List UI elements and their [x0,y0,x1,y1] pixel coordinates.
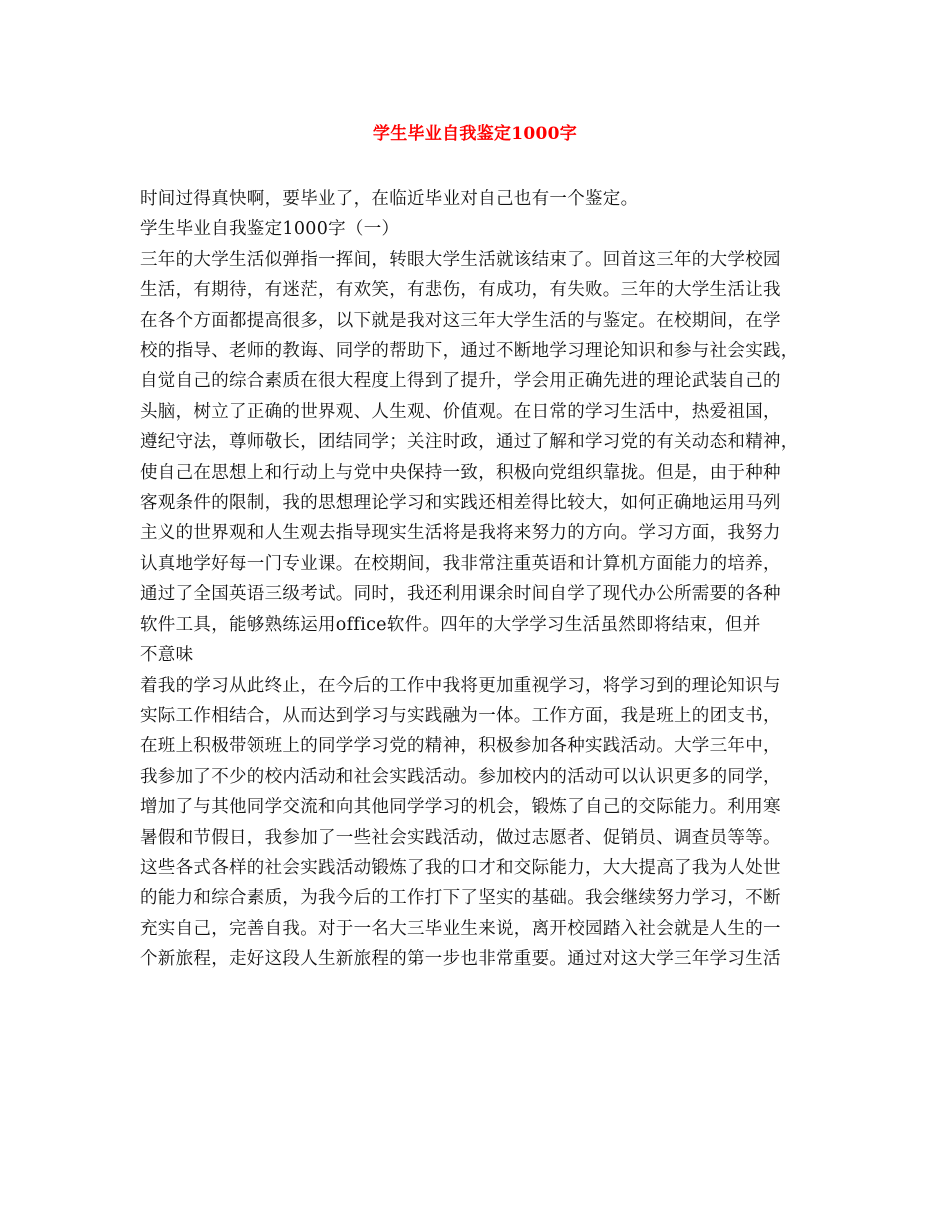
body-line: 的能力和综合素质，为我今后的工作打下了坚实的基础。我会继续努力学习，不断 [140,888,781,909]
body-line: 认真地学好每一门专业课。在校期间，我非常注重英语和计算机方面能力的培养， [140,553,781,574]
body-line: 在班上积极带领班上的同学学习党的精神，积极参加各种实践活动。大学三年中， [140,736,781,757]
body-line: 生活，有期待，有迷茫，有欢笑，有悲伤，有成功，有失败。三年的大学生活让我 [140,280,781,301]
body-line: 充实自己，完善自我。对于一名大三毕业生来说，离开校园踏入社会就是人生的一 [140,918,781,939]
body-line: 学生毕业自我鉴定1000字（一） [140,219,400,240]
body-line: 自觉自己的综合素质在很大程度上得到了提升，学会用正确先进的理论武装自己的 [140,371,781,392]
body-line: 实际工作相结合，从而达到学习与实践融为一体。工作方面，我是班上的团支书， [140,705,781,726]
body-line: 增加了与其他同学交流和向其他同学学习的机会，锻炼了自己的交际能力。利用寒 [140,797,781,818]
body-line: 这些各式各样的社会实践活动锻炼了我的口才和交际能力，大大提高了我为人处世 [140,857,781,878]
body-line: 我参加了不少的校内活动和社会实践活动。参加校内的活动可以认识更多的同学， [140,766,781,787]
body-line: 主义的世界观和人生观去指导现实生活将是我将来努力的方向。学习方面，我努力 [140,523,781,544]
body-line: 头脑，树立了正确的世界观、人生观、价值观。在日常的学习生活中，热爱祖国， [140,401,781,422]
body-line: 三年的大学生活似弹指一挥间，转眼大学生活就该结束了。回首这三年的大学校园 [140,249,781,270]
body-line: 客观条件的限制，我的思想理论学习和实践还相差得比较大，如何正确地运用马列 [140,493,781,514]
document-title: 学生毕业自我鉴定1000字 [372,124,578,144]
body-line: 软件工具，能够熟练运用office软件。四年的大学学习生活虽然即将结束，但并 [140,614,761,635]
body-line: 个新旅程，走好这段人生新旅程的第一步也非常重要。通过对这大学三年学习生活 [140,949,781,970]
body-line: 使自己在思想上和行动上与党中央保持一致，积极向党组织靠拢。但是，由于种种 [140,462,781,483]
document-body [140,184,840,975]
body-line: 在各个方面都提高很多，以下就是我对这三年大学生活的与鉴定。在校期间，在学 [140,310,781,331]
body-line: 通过了全国英语三级考试。同时，我还利用课余时间自学了现代办公所需要的各种 [140,584,781,605]
body-line: 时间过得真快啊，要毕业了，在临近毕业对自己也有一个鉴定。 [140,189,639,209]
body-line: 遵纪守法，尊师敬长，团结同学；关注时政，通过了解和学习党的有关动态和精神， [140,432,799,453]
body-line: 不意味 [140,645,194,666]
body-line: 校的指导、老师的教诲、同学的帮助下，通过不断地学习理论知识和参与社会实践， [140,341,799,362]
body-line: 着我的学习从此终止，在今后的工作中我将更加重视学习，将学习到的理论知识与 [140,675,781,696]
body-line: 暑假和节假日，我参加了一些社会实践活动，做过志愿者、促销员、调查员等等。 [140,827,781,848]
